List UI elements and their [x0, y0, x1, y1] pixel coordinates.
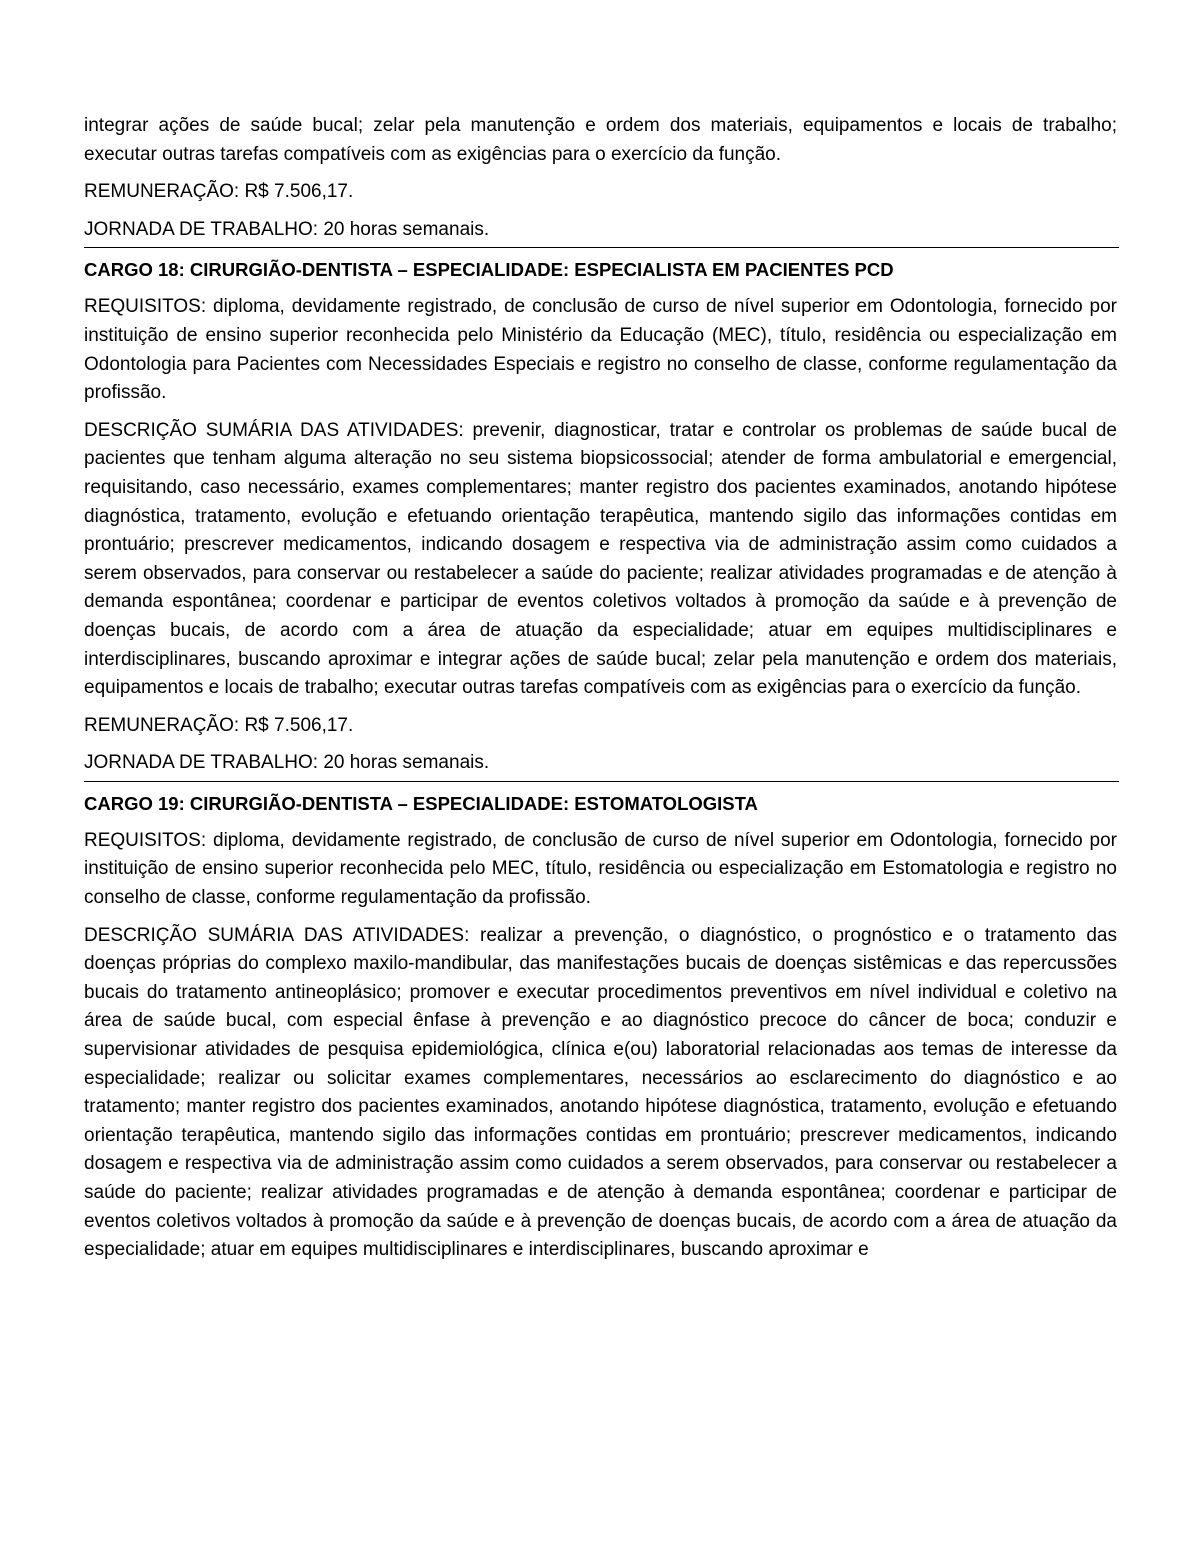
jornada: JORNADA DE TRABALHO: 20 horas semanais.: [84, 218, 490, 240]
section-divider: [84, 781, 1119, 782]
cargo-18-jornada: JORNADA DE TRABALHO: 20 horas semanais.: [84, 752, 490, 774]
cargo-18-section: [84, 256, 1117, 778]
descricao-continuation: integrar ações de saúde bucal; zelar pela manutenção e ordem dos materiais, equipamentos e locais de trabalho; executar outras tarefas compatíveis com as exigências para o exercício da função.: [84, 115, 1117, 165]
cargo-19-requisitos: REQUISITOS: diploma, devidamente registrado, de conclusão de curso de nível superior em Odontologia, fornecido por instituição de ensino superior reconhecida pelo MEC, título, residência ou especialização em Estomatologia e registro no conselho de classe, conforme regulamentação da profissão.: [84, 829, 1117, 909]
remuneracao: REMUNERAÇÃO: R$ 7.506,17.: [84, 181, 354, 203]
cargo-19-descricao: DESCRIÇÃO SUMÁRIA DAS ATIVIDADES: realizar a prevenção, o diagnóstico, o prognóstico e o tratamento das doenças próprias do complexo maxilo-mandibular, das manifestações bucais de doenças sistêmicas e das repercussões bucais do tratamento antineoplásico; promover e executar procedimentos preventivos em nível individual e coletivo na área de saúde bucal, com especial ênfase à prevenção e ao diagnóstico precoce do câncer de boca; conduzir e supervisionar atividades de pesquisa epidemiológica, clínica e(ou) laboratorial relacionadas aos temas de interesse da especialidade; realizar ou solicitar exames complementares, necessários ao esclarecimento do diagnóstico e ao tratamento; manter registro dos pacientes examinados, anotando hipótese diagnóstica, tratamento, evolução e efetuando orientação terapêutica, mantendo sigilo das informações contidas em prontuário; prescrever medicamentos, indicando dosagem e respectiva via de administração assim como cuidados a serem observados, para conservar ou restabelecer a saúde do paciente; realizar atividades programadas e de atenção à demanda espontânea; coordenar e participar de eventos coletivos voltados à promoção da saúde e à prevenção de doenças bucais, de acordo com a área de atuação da especialidade; atuar em equipes multidisciplinares e interdisciplinares, buscando aproximar e: [84, 924, 1117, 1261]
cargo-18-requisitos: REQUISITOS: diploma, devidamente registrado, de conclusão de curso de nível superior em Odontologia, fornecido por instituição de ensino superior reconhecida pelo Ministério da Educação (MEC), título, residência ou especialização em Odontologia para Pacientes com Necessidades Especiais e registro no conselho de classe, conforme regulamentação da profissão.: [84, 296, 1117, 404]
cargo-17-continuation: [84, 112, 1117, 244]
document-page: [84, 112, 1117, 1265]
cargo-18-title: CARGO 18: CIRURGIÃO-DENTISTA – ESPECIALIDADE: ESPECIALISTA EM PACIENTES PCD: [84, 259, 894, 281]
cargo-19-title: CARGO 19: CIRURGIÃO-DENTISTA – ESPECIALIDADE: ESTOMATOLOGISTA: [84, 792, 758, 814]
cargo-19-section: [84, 790, 1117, 1265]
cargo-18-remuneracao: REMUNERAÇÃO: R$ 7.506,17.: [84, 714, 354, 736]
section-divider: [84, 247, 1119, 248]
cargo-18-descricao: DESCRIÇÃO SUMÁRIA DAS ATIVIDADES: prevenir, diagnosticar, tratar e controlar os problemas de saúde bucal de pacientes que tenham alguma alteração no seu sistema biopsicossocial; atender de forma ambulatorial e emergencial, requisitando, caso necessário, exames complementares; manter registro dos pacientes examinados, anotando hipótese diagnóstica, tratamento, evolução e efetuando orientação terapêutica, mantendo sigilo das informações contidas em prontuário; prescrever medicamentos, indicando dosagem e respectiva via de administração assim como cuidados a serem observados, para conservar ou restabelecer a saúde do paciente; realizar atividades programadas e de atenção à demanda espontânea; coordenar e participar de eventos coletivos voltados à promoção da saúde e à prevenção de doenças bucais, de acordo com a área de atuação da especialidade; atuar em equipes multidisciplinares e interdisciplinares, buscando aproximar e integrar ações de saúde bucal; zelar pela manutenção e ordem dos materiais, equipamentos e locais de trabalho; executar outras tarefas compatíveis com as exigências para o exercício da função.: [84, 419, 1117, 699]
